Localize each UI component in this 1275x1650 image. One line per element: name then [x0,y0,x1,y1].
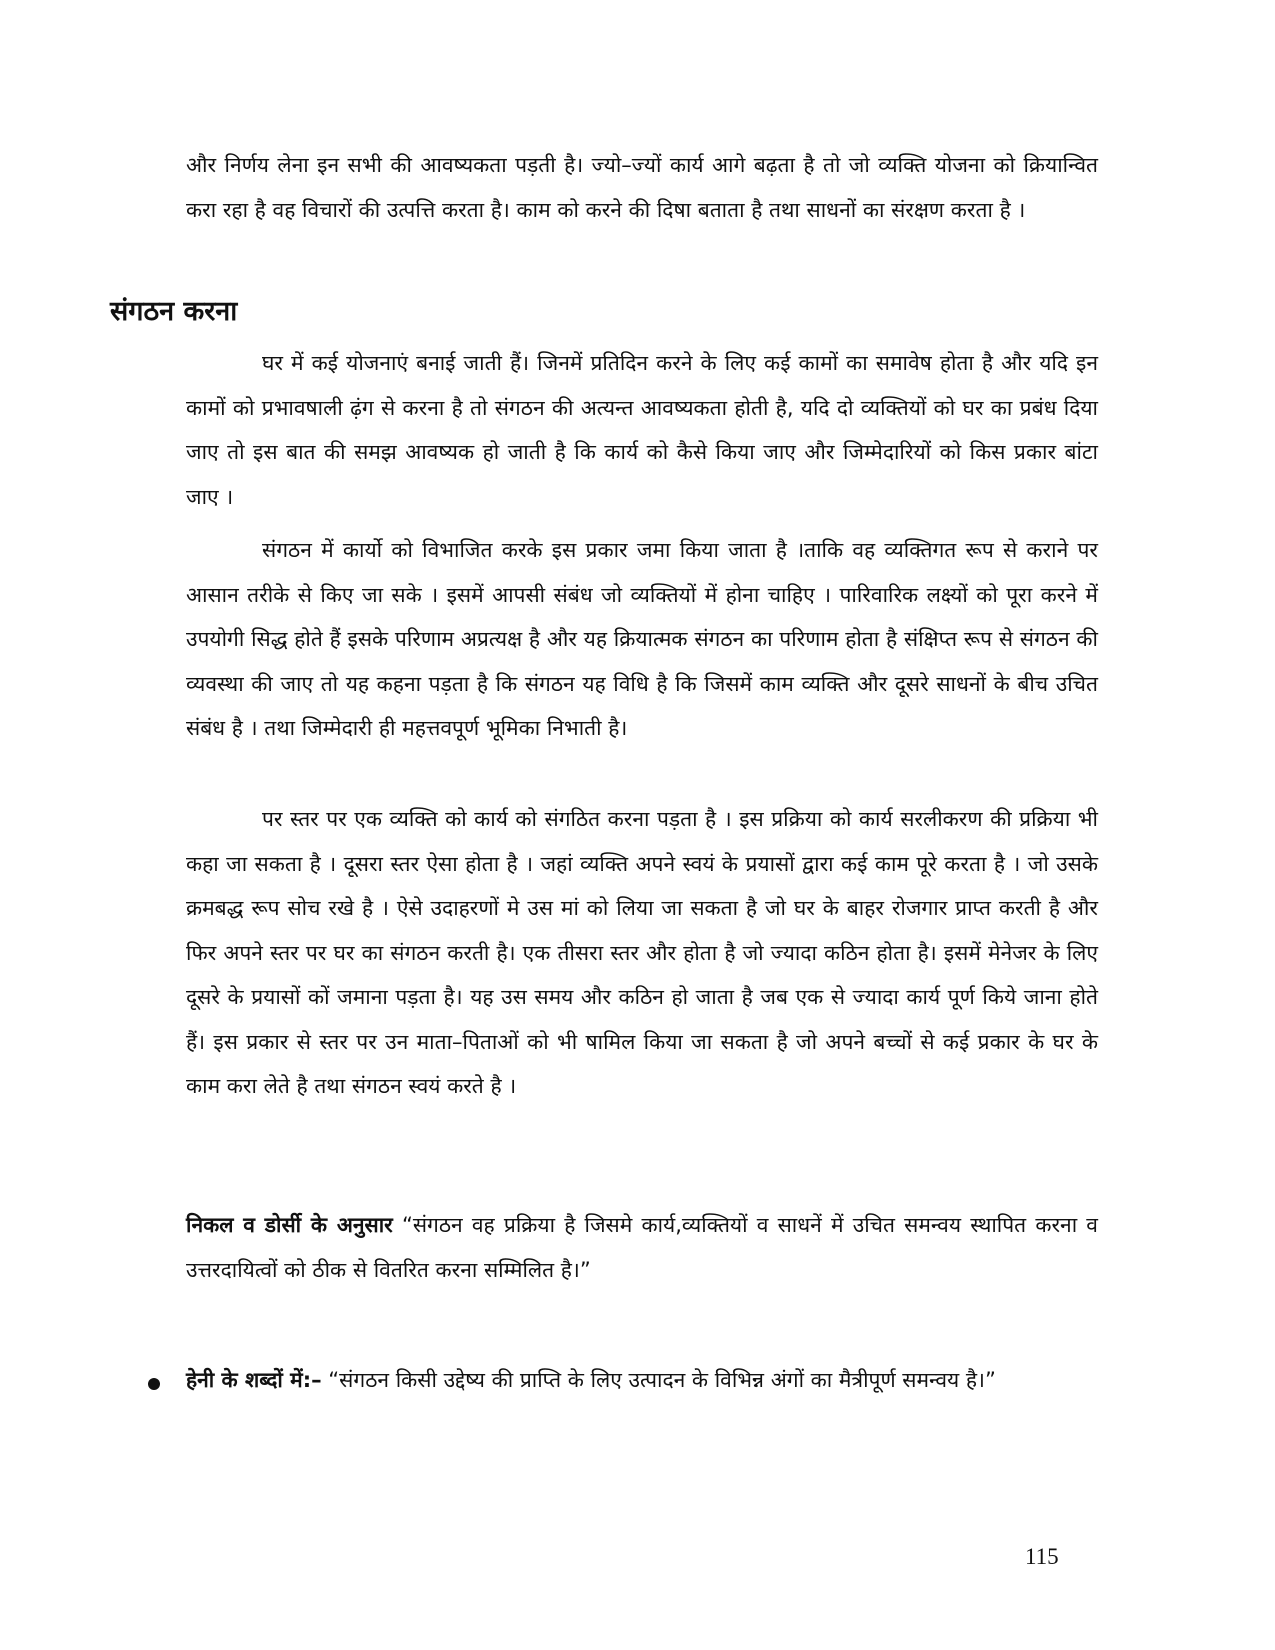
page-number: 115 [1025,1544,1059,1569]
organizing-paragraph-1: घर में कई योजनाएं बनाई जाती हैं। जिनमें प्रतिदिन करने के लिए कई कामों का समावेष होता है और यदि इन कामों को प्रभावषाली ढ़ंग से करना है तो संगठन की अत्यन्त आवष्यकता होती है, यदि दो व्यक्तियों को घर का प्रबंध दिया जाए तो इस बात की समझ आवष्यक हो जाती है कि कार्य को कैसे किया जाए और जिम्मेदारियों को किस प्रकार बांटा जाए । [186,351,1098,509]
henry-quote: “संगठन किसी उद्देष्य की प्राप्ति के लिए उत्पादन के विभिन्न अंगों का मैत्रीपूर्ण समन्वय है।” [321,1368,996,1392]
organizing-paragraph-2: संगठन में कार्यो को विभाजित करके इस प्रकार जमा किया जाता है ।ताकि वह व्यक्तिगत रूप से कराने पर आसान तरीके से किए जा सके । इसमें आपसी संबंध जो व्यक्तियों में होना चाहिए । पारिवारिक लक्ष्यों को पूरा करने में उपयोगी सिद्ध होते हैं इसके परिणाम अप्रत्यक्ष है और यह क्रियात्मक संगठन का परिणाम होता है संक्षिप्त रूप से संगठन की व्यवस्था की जाए तो यह कहना पड़ता है कि संगठन यह विधि है कि जिसमें काम व्यक्ति और दूसरे साधनों के बीच उचित संबंध है । तथा जिम्मेदारी ही महत्तवपूर्ण भूमिका निभाती है। [186,538,1098,740]
bullet-point-icon [148,1378,160,1390]
henry-label: हेनी के शब्दों में:– [186,1368,322,1392]
section-heading: संगठन करना [110,296,238,327]
organizing-paragraph-3: पर स्तर पर एक व्यक्ति को कार्य को संगठित करना पड़ता है । इस प्रक्रिया को कार्य सरलीकरण की प्रक्रिया भी कहा जा सकता है । दूसरा स्तर ऐसा होता है । जहां व्यक्ति अपने स्वयं के प्रयासों द्वारा कई काम पूरे करता है । जो उसके क्रमबद्ध रूप सोच रखे है । ऐसे उदाहरणों मे उस मां को लिया जा सकता है जो घर के बाहर रोजगार प्राप्त करती है और फिर अपने स्तर पर घर का संगठन करती है। एक तीसरा स्तर और होता है जो ज्यादा कठिन होता है। इसमें मेनेजर के लिए दूसरे के प्रयासों कों जमाना पड़ता है। यह उस समय और कठिन हो जाता है जब एक से ज्यादा कार्य पूर्ण किये जाना होते हैं। इस प्रकार से स्तर पर उन माता–पिताओं को भी षामिल किया जा सकता है जो अपने बच्चों से कई प्रकार के घर के काम करा लेते है तथा संगठन स्वयं करते है । [186,807,1098,1098]
intro-continuation-paragraph: और निर्णय लेना इन सभी की आवष्यकता पड़ती है। ज्यो–ज्यों कार्य आगे बढ़ता है तो जो व्यक्ति योजना को क्रियान्वित करा रहा है वह विचारों की उत्पत्ति करता है। काम को करने की दिषा बताता है तथा साधनों का संरक्षण करता है । [186,153,1098,222]
nickel-dorsey-label: निकल व डोर्सी के अनुसार [186,1213,393,1237]
henry-definition [186,1358,1098,1403]
nickel-dorsey-quote: “संगठन वह प्रक्रिया है जिसमे कार्य,व्यक्तियों व साधनें में उचित समन्वय स्थापित करना व उत्तरदायित्वों को ठीक से वितरित करना सम्मिलित है।” [186,1213,1098,1282]
nickel-dorsey-definition [186,1203,1098,1292]
